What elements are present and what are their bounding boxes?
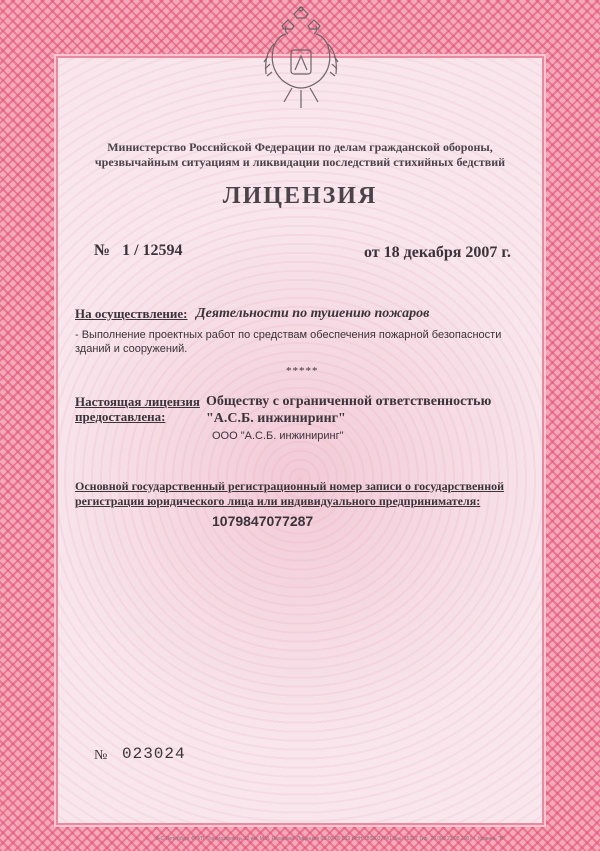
license-number-value: 1 / 12594 — [122, 242, 183, 259]
double-headed-eagle-emblem — [262, 4, 340, 112]
ministry-heading — [60, 140, 540, 170]
licensee-name — [206, 393, 491, 427]
number-sign: № — [94, 242, 111, 259]
registration-label — [75, 479, 545, 509]
license-number — [94, 242, 183, 260]
stars-separator: ***** — [286, 365, 319, 377]
printer-imprint: Ф-С-Петербург ФГУП "Типография № 12 им. М.И. Лоханова" Лицензия 05-00-00 519 ИНН 7808037741 Зак. 75297 Тир. 20 000 23.08.2007 г. Уровень "Б" — [155, 836, 505, 842]
licensee-label-line-2: предоставлена: — [75, 409, 166, 424]
activity-label: На осуществление: — [75, 306, 188, 321]
registration-label-line-1: Основной государственный регистрационный номер записи о государственной — [75, 479, 505, 493]
serial-sign: № — [94, 748, 108, 763]
activity-detail: - Выполнение проектных работ по средствам обеспечения пожарной безопасности зданий и сооружений. — [75, 329, 502, 355]
ministry-line-2: чрезвычайным ситуациям и ликвидации последствий стихийных бедствий — [94, 155, 506, 169]
activity-value: Деятельности по тушению пожаров — [196, 306, 430, 321]
serial-number: 023024 — [122, 745, 186, 763]
licensee-label-line-1: Настоящая лицензия — [75, 394, 200, 409]
licensee-name-line-1: Обществу с ограниченной ответственностью — [206, 394, 492, 409]
licensee-label — [75, 394, 200, 424]
licensee-name-line-2: "А.С.Б. инжиниринг" — [206, 411, 346, 426]
ministry-line-1: Министерство Российской Федерации по делам гражданской обороны, — [107, 140, 493, 154]
registration-label-line-2: регистрации юридического лица или индивидуального предпринимателя: — [75, 494, 481, 508]
license-date: от 18 декабря 2007 г. — [364, 244, 511, 261]
licensee-short-name: ООО "А.С.Б. инжиниринг" — [212, 430, 344, 442]
registration-number: 1079847077287 — [212, 513, 314, 529]
document-title: ЛИЦЕНЗИЯ — [222, 183, 378, 209]
